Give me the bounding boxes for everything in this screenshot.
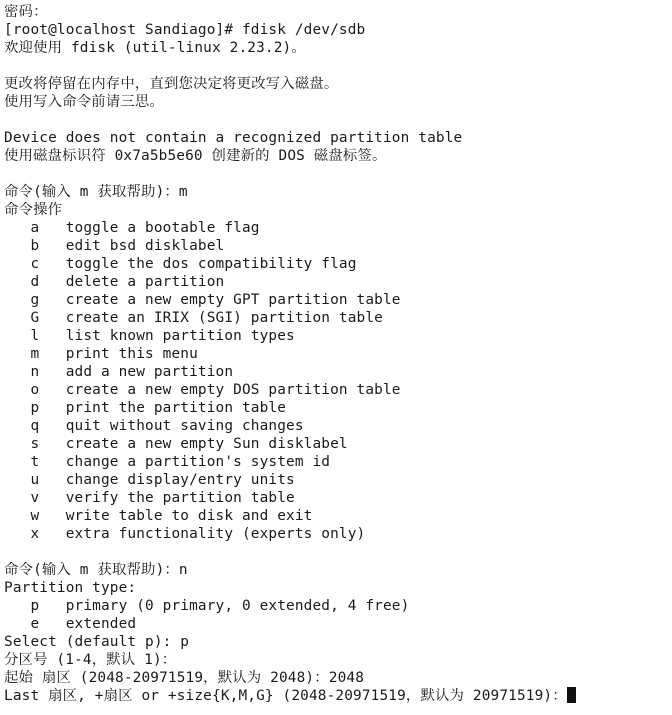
terminal-line: c toggle the dos compatibility flag	[4, 256, 357, 272]
terminal-line	[4, 165, 672, 183]
terminal-line: Device does not contain a recognized partition table	[4, 130, 463, 146]
terminal-line	[4, 111, 672, 129]
terminal-line: b edit bsd disklabel	[4, 238, 225, 254]
terminal-line: 起始 扇区 (2048-20971519，默认为 2048)：2048	[4, 670, 365, 686]
terminal-line	[4, 543, 672, 561]
terminal-line: m print this menu	[4, 346, 198, 362]
terminal-line: s create a new empty Sun disklabel	[4, 436, 348, 452]
terminal-line: v verify the partition table	[4, 490, 295, 506]
text-cursor	[567, 687, 576, 703]
terminal-line: x extra functionality (experts only)	[4, 526, 366, 542]
terminal-line: d delete a partition	[4, 274, 225, 290]
terminal-line: [root@localhost Sandiago]# fdisk /dev/sdb	[4, 22, 366, 38]
terminal-line: Partition type:	[4, 580, 137, 596]
terminal-line: 密码：	[4, 4, 48, 20]
terminal-line: 欢迎使用 fdisk (util-linux 2.23.2)。	[4, 40, 306, 56]
terminal-line: 命令(输入 m 获取帮助)：m	[4, 184, 188, 200]
terminal-line: G create an IRIX (SGI) partition table	[4, 310, 383, 326]
terminal-line: q quit without saving changes	[4, 418, 304, 434]
terminal-line: 命令(输入 m 获取帮助)：n	[4, 562, 188, 578]
terminal-line: 使用写入命令前请三思。	[4, 94, 164, 110]
terminal-line	[4, 57, 672, 75]
terminal-line: Select (default p): p	[4, 634, 190, 650]
terminal-line: u change display/entry units	[4, 472, 295, 488]
terminal-line: g create a new empty GPT partition table	[4, 292, 401, 308]
terminal-line: 使用磁盘标识符 0x7a5b5e60 创建新的 DOS 磁盘标签。	[4, 148, 387, 164]
terminal-line: w write table to disk and exit	[4, 508, 313, 524]
terminal-output	[4, 3, 672, 687]
terminal-line: o create a new empty DOS partition table	[4, 382, 401, 398]
terminal-line: a toggle a bootable flag	[4, 220, 260, 236]
terminal-line: n add a new partition	[4, 364, 234, 380]
terminal-line: p primary (0 primary, 0 extended, 4 free)	[4, 598, 410, 614]
terminal-line: l list known partition types	[4, 328, 295, 344]
terminal-line: 分区号 (1-4，默认 1)：	[4, 652, 177, 668]
terminal-line: e extended	[4, 616, 137, 632]
terminal-line: p print the partition table	[4, 400, 287, 416]
prompt-text: Last 扇区, +扇区 or +size{K,M,G} (2048-20971519，默认为 20971519)：	[4, 688, 567, 704]
terminal-input-line[interactable]	[4, 687, 672, 705]
terminal-line: t change a partition's system id	[4, 454, 331, 470]
terminal-line: 更改将停留在内存中，直到您决定将更改写入磁盘。	[4, 76, 339, 92]
terminal-line: 命令操作	[4, 202, 63, 218]
